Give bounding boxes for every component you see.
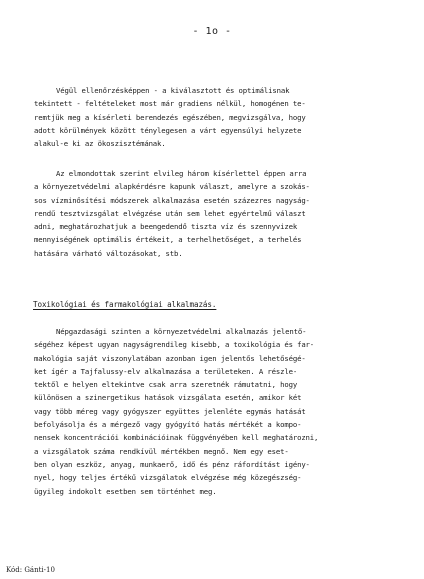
text-line: befolyásolja és a mérgező vagy gyógyító hatás mértékét a kompo-	[34, 420, 302, 430]
paragraph-1	[0, 84, 424, 150]
text-line: makológia saját viszonylatában azonban igen jelentős lehetőségé-	[34, 353, 306, 363]
text-line: adni, meghatározhatjuk a beengedendő tiszta víz és szennyvizek	[34, 222, 298, 232]
paragraph-3	[0, 325, 424, 498]
text-line: Végül ellenőrzésképpen - a kiválasztott és optimálisnak	[56, 86, 290, 95]
text-line: tekintett - feltételeket most már gradiens nélkül, homogénen te-	[34, 99, 306, 109]
text-line: a környezetvédelmi alapkérdésre kapunk választ, amelyre a szokás-	[34, 182, 310, 192]
text-line: remtjük meg a kísérleti berendezés egészében, megvizsgálva, hogy	[34, 112, 306, 122]
text-line: hatására várható változásokat, stb.	[34, 248, 183, 258]
text-line: ügyileg indokolt esetben sem történhet meg.	[34, 486, 217, 496]
paragraph-2	[0, 167, 424, 260]
text-line: rendű tesztvizsgálat elvégzése után sem lehet egyértelmű választ	[34, 208, 306, 218]
text-line: tektől e helyen eltekintve csak arra szeretnék rámutatni, hogy	[34, 380, 298, 390]
text-line: ségéhez képest ugyan nagyságrendileg kisebb, a toxikológia és far-	[34, 340, 315, 350]
text-line: a vizsgálatok száma rendkívül mértékben megnő. Nem egy eset-	[34, 446, 289, 456]
document-code-footer: Kód: Gánti-10	[6, 566, 55, 574]
text-line: vagy több méreg vagy gyógyszer együttes jelenléte egymás hatását	[34, 406, 306, 416]
text-line: nensek koncentrációi kombinációinak függvényében kell meghatározni,	[34, 433, 319, 443]
text-line: különösen a szinergetikus hatások vizsgálata esetén, amikor két	[34, 393, 302, 403]
text-line: ket ígér a Tajfalussy-elv alkalmazása a területeken. A részle-	[34, 366, 298, 376]
text-line: sos vízminősítési módszerek alkalmazása esetén százezres nagyság-	[34, 195, 310, 205]
text-line: ben olyan eszköz, anyag, munkaerő, idő és pénz ráfordítást igény-	[34, 459, 310, 469]
text-line: mennyiségének optimális értékeit, a terhelhetőséget, a terhelés	[34, 235, 302, 245]
page-number: - 1o -	[192, 26, 232, 37]
section-heading: Toxikológiai és farmakológiai alkalmazás.	[33, 300, 217, 309]
text-line: adott körülmények között ténylegesen a várt egyensúlyi helyzete	[34, 125, 302, 135]
text-line: nyel, hogy teljes értékű vizsgálatok elvégzése még közegészség-	[34, 473, 302, 483]
text-line: Az elmondottak szerint elvileg három kísérlettel éppen arra	[56, 169, 307, 178]
text-line: alakul-e ki az ökoszisztémának.	[34, 139, 166, 149]
text-line: Népgazdasági szinten a környezetvédelmi alkalmazás jelentő-	[56, 327, 307, 336]
